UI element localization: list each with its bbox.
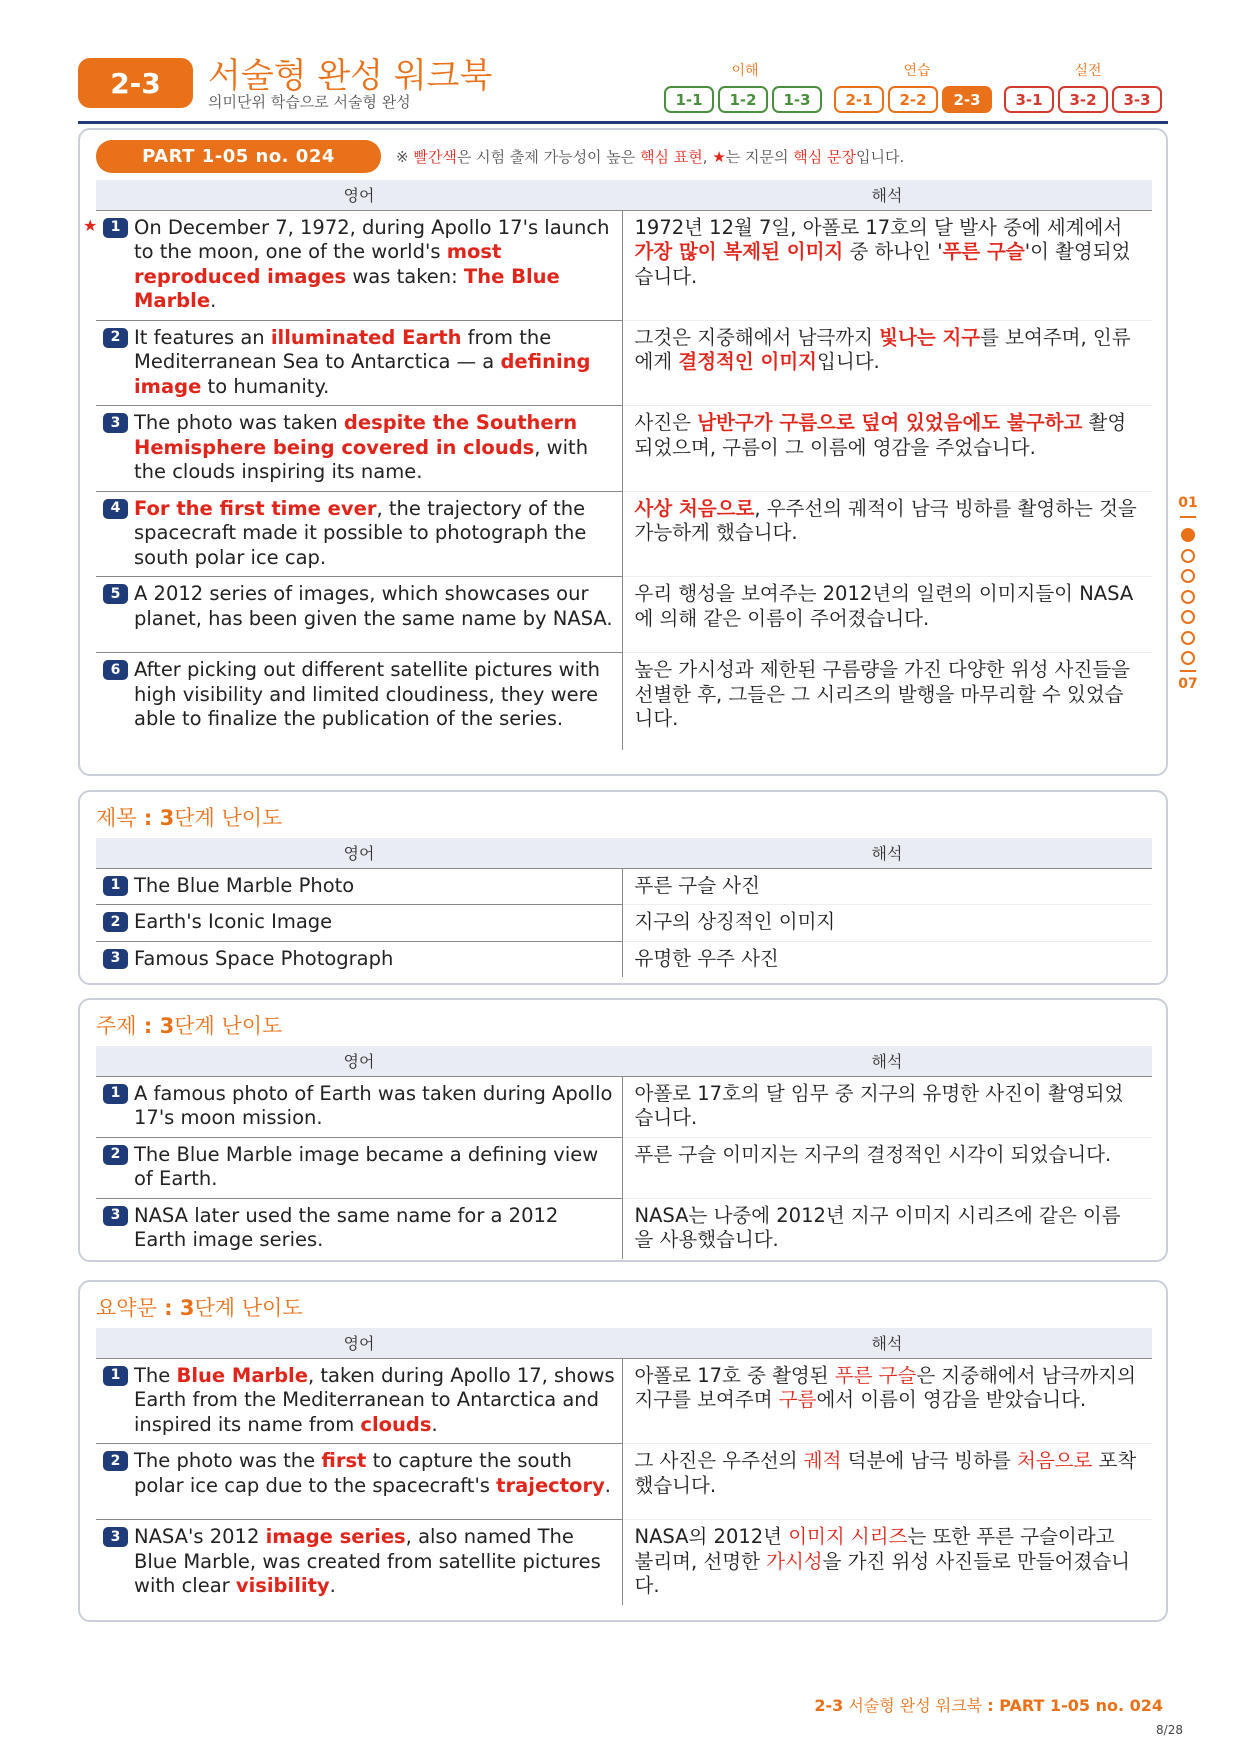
- english-cell: [96, 1520, 622, 1605]
- sentence-text: On December 7, 1972, during Apollo 17's launch to the moon, one of the world's: [134, 215, 610, 263]
- sentence-number-badge: 1: [103, 218, 128, 238]
- sentence-text: 에서 이름이 영감을 받았습니다.: [816, 1388, 1087, 1411]
- highlight-text: despite the Southern Hemisphere being covered in clouds: [134, 411, 578, 459]
- highlight-text: 빛나는 지구: [879, 325, 981, 349]
- korean-cell: [622, 406, 1152, 492]
- sentence-number-badge: 4: [103, 499, 128, 519]
- sentence-text: The photo was the: [134, 1449, 322, 1472]
- sentence-text: 를 보여주며, 인류에게: [634, 325, 1131, 373]
- english-cell: [96, 577, 622, 653]
- passage-rows: [83, 210, 1152, 750]
- column-header-english: 영어: [96, 838, 622, 868]
- notice-text-3: 는 지문의: [725, 148, 794, 166]
- table-row: [96, 941, 1152, 977]
- korean-cell: [622, 1520, 1152, 1605]
- sentence-text: , with the clouds inspiring its name.: [134, 435, 589, 483]
- stage-label-understand: 이해: [731, 63, 759, 79]
- sentence-text: The Blue Marble Photo: [134, 873, 355, 897]
- column-header-korean: 해석: [622, 1328, 1152, 1358]
- sentence-text: , the trajectory of the spacecraft made it possible to photograph the south polar ice cap.: [134, 496, 587, 569]
- highlight-text: visibility: [235, 1574, 330, 1597]
- sentence-text: .: [210, 289, 217, 312]
- translation-text: NASA는 나중에 2012년 지구 이미지 시리즈에 같은 이름을 사용했습니다.: [634, 1203, 1121, 1251]
- part-badge: PART 1-05 no. 024: [96, 140, 381, 173]
- sentence-text: was taken:: [346, 264, 464, 288]
- sentence-text: 는 또한 푸른 구슬이라고 불리며, 선명한: [634, 1525, 1115, 1573]
- stage-chip-2-1[interactable]: 2-1: [834, 86, 884, 113]
- notice-prefix: ※: [396, 148, 414, 166]
- english-cell: [96, 491, 622, 577]
- highlight-text: defining image: [134, 350, 591, 398]
- table-row: [96, 868, 1152, 905]
- star-icon: ★: [712, 148, 726, 166]
- korean-cell: [622, 210, 1152, 320]
- korean-cell: [622, 653, 1152, 750]
- sentence-text: Famous Space Photograph: [134, 946, 394, 970]
- section-separator: :: [136, 806, 160, 830]
- sentence-number-badge: 1: [103, 1084, 128, 1104]
- highlight-text: most reproduced images: [134, 240, 502, 288]
- side-nav-dot[interactable]: [1181, 610, 1195, 624]
- sentence-text: Earth's Iconic Image: [134, 910, 333, 933]
- sentence-text: The: [134, 1363, 177, 1387]
- sentence-text: 그 사진은 우주선의: [634, 1449, 804, 1472]
- highlight-text: 푸른 구슬: [942, 240, 1025, 263]
- column-header-english: 영어: [96, 1328, 622, 1358]
- sentence-number-badge: 2: [103, 912, 128, 932]
- sentence-text: '이 촬영되었습니다.: [634, 240, 1131, 288]
- footer-separator: :: [987, 1696, 1000, 1715]
- table-row: [96, 406, 1152, 492]
- summary-table: [96, 1328, 1152, 1605]
- table-row: [96, 577, 1152, 653]
- highlight-text: clouds: [360, 1412, 432, 1436]
- korean-cell: [622, 1198, 1152, 1259]
- english-cell: [96, 406, 622, 492]
- side-nav-dot[interactable]: [1181, 590, 1195, 604]
- translation-text: 유명한 우주 사진: [634, 946, 779, 970]
- highlight-text: For the first time ever: [134, 496, 377, 520]
- table-row: [96, 905, 1152, 942]
- sentence-text: 촬영되었으며, 구름이 그 이름에 영감을 주었습니다.: [634, 411, 1127, 459]
- highlight-text: The Blue Marble: [134, 264, 560, 312]
- sentence-text: , taken during Apollo 17, shows Earth from the Mediterranean to Antarctica and inspired its name from: [134, 1363, 615, 1436]
- sentence-number-badge: 3: [103, 413, 128, 433]
- korean-cell: [622, 1444, 1152, 1520]
- highlight-text: Blue Marble: [176, 1363, 308, 1387]
- sentence-text: to capture the south polar ice cap due to the spacecraft's: [134, 1449, 572, 1497]
- section-label: 제목: [96, 806, 137, 830]
- stage-chip-3-1[interactable]: 3-1: [1004, 86, 1054, 113]
- theme-table: [96, 1046, 1152, 1259]
- english-cell: [96, 941, 622, 977]
- notice-red-word: 빨간색: [413, 148, 457, 166]
- table-row: [96, 1444, 1152, 1520]
- highlight-text: 사상 처음으로: [634, 496, 755, 520]
- section-level: 3: [159, 806, 175, 830]
- sentence-text: 사진은: [634, 411, 698, 434]
- footer-code: 2-3: [814, 1696, 844, 1715]
- section-code-badge: 2-3: [78, 58, 193, 108]
- sentence-text: 우리 행성을 보여주는 2012년의 일련의 이미지들이 NASA에 의해 같은 이름이 주어졌습니다.: [634, 582, 1134, 630]
- notice-text-1: 은 시험 출제 가능성이 높은: [456, 148, 641, 166]
- side-nav-dot[interactable]: [1181, 631, 1195, 645]
- sentence-number-badge: 2: [103, 328, 128, 348]
- section-title-theme: [96, 1010, 282, 1040]
- stage-chip-1-3[interactable]: 1-3: [772, 86, 822, 113]
- sentence-text: 을 가진 위성 사진들로 만들어졌습니다.: [634, 1549, 1130, 1597]
- section-label: 주제: [96, 1014, 137, 1038]
- table-row: [96, 1198, 1152, 1259]
- table-row: [96, 1520, 1152, 1605]
- sentence-text: After picking out different satellite pictures with high visibility and limited cloudiness, they were able to finalize the publication of the series.: [134, 658, 601, 730]
- section-separator: :: [156, 1296, 180, 1320]
- sentence-text: 중 하나인 ': [843, 240, 943, 263]
- footer-workbook-title: 서술형 완성 워크북: [843, 1696, 988, 1715]
- header-divider: [78, 121, 1168, 124]
- sentence-text: .: [329, 1574, 336, 1597]
- english-cell: [96, 653, 622, 750]
- stage-chip-3-3[interactable]: 3-3: [1112, 86, 1162, 113]
- sentence-text: A famous photo of Earth was taken during Apollo 17's moon mission.: [134, 1081, 613, 1129]
- stage-chip-2-3[interactable]: 2-3: [942, 86, 992, 113]
- stage-chip-1-2[interactable]: 1-2: [718, 86, 768, 113]
- translation-text: 지구의 상징적인 이미지: [634, 910, 836, 933]
- document-title: 서술형 완성 워크북: [208, 56, 493, 96]
- translation-text: 푸른 구슬 사진: [634, 873, 760, 897]
- sentence-text: 덕분에 남극 빙하를: [841, 1449, 1017, 1472]
- english-cell: [96, 1444, 622, 1520]
- sentence-text: 1972년 12월 7일, 아폴로 17호의 달 발사 중에 세계에서: [634, 215, 1123, 239]
- table-row: [96, 1137, 1152, 1198]
- highlight-text: illuminated Earth: [270, 325, 462, 349]
- theme-card: [78, 998, 1168, 1262]
- english-cell: [96, 1358, 622, 1444]
- english-cell: [83, 210, 622, 320]
- translation-text: 아폴로 17호의 달 임무 중 지구의 유명한 사진이 촬영되었습니다.: [634, 1081, 1124, 1129]
- sentence-text: 높은 가시성과 제한된 구름량을 가진 다양한 위성 사진들을 선별한 후, 그들은 그 시리즈의 발행을 마무리할 수 있었습니다.: [634, 658, 1130, 730]
- sentence-text: The Blue Marble image became a defining view of Earth.: [134, 1142, 599, 1190]
- footer-title: [814, 1693, 1163, 1716]
- sentence-number-badge: 6: [103, 660, 128, 680]
- legend-notice: [396, 146, 904, 167]
- english-cell: [96, 905, 622, 942]
- korean-cell: [622, 868, 1152, 905]
- stage-chip-2-2[interactable]: 2-2: [888, 86, 938, 113]
- page-number: 8/28: [1156, 1723, 1183, 1737]
- sentence-number-badge: 2: [103, 1451, 128, 1471]
- sentence-number-badge: 1: [103, 1366, 128, 1386]
- korean-cell: [622, 905, 1152, 942]
- english-cell: [96, 1137, 622, 1198]
- theme-rows: [96, 1076, 1152, 1259]
- highlight-text: 처음으로: [1016, 1449, 1093, 1472]
- stage-label-real: 실전: [1074, 63, 1102, 79]
- title-card: [78, 790, 1168, 985]
- notice-text-2: ,: [702, 148, 713, 166]
- section-level: 3: [179, 1296, 195, 1320]
- korean-cell: [622, 1076, 1152, 1137]
- table-row: [96, 1076, 1152, 1137]
- side-nav-dot[interactable]: [1181, 569, 1195, 583]
- korean-cell: [622, 320, 1152, 406]
- key-sentence-star-icon: ★: [83, 215, 98, 235]
- title-table: [96, 838, 1152, 977]
- table-row: [96, 491, 1152, 577]
- summary-card: [78, 1280, 1168, 1622]
- column-header-korean: 해석: [622, 838, 1152, 868]
- sentence-text: It features an: [134, 325, 271, 349]
- sentence-text: .: [604, 1473, 611, 1497]
- korean-cell: [622, 577, 1152, 653]
- highlight-text: first: [321, 1449, 367, 1472]
- side-nav-dot[interactable]: [1181, 651, 1195, 665]
- sentence-text: NASA's 2012: [134, 1525, 266, 1548]
- sentence-text: NASA의 2012년: [634, 1525, 789, 1548]
- column-header-english: 영어: [96, 180, 622, 210]
- column-header-korean: 해석: [622, 1046, 1152, 1076]
- side-nav-divider-top: [1180, 516, 1196, 518]
- highlight-text: 궤적: [803, 1449, 842, 1472]
- side-nav-dot[interactable]: [1181, 549, 1195, 563]
- sentence-text: A 2012 series of images, which showcases our planet, has been given the same name by NASA.: [134, 582, 613, 630]
- sentence-text: 은 지중해에서 남극까지의 지구를 보여주며: [634, 1363, 1136, 1411]
- side-nav-first[interactable]: 01: [1178, 495, 1198, 511]
- table-row: [96, 210, 1152, 320]
- korean-cell: [622, 491, 1152, 577]
- highlight-text: 가장 많이 복제된 이미지: [634, 240, 844, 263]
- column-header-english: 영어: [96, 1046, 622, 1076]
- footer-part: PART 1-05 no. 024: [999, 1696, 1163, 1715]
- english-cell: [96, 1076, 622, 1137]
- sentence-text: .: [431, 1412, 438, 1436]
- korean-cell: [622, 941, 1152, 977]
- sentence-text: , 우주선의 궤적이 남극 빙하를 촬영하는 것을 가능하게 했습니다.: [634, 496, 1137, 544]
- sentence-text: 그것은 지중해에서 남극까지: [634, 325, 880, 349]
- highlight-text: image series: [265, 1525, 406, 1548]
- sentence-number-badge: 2: [103, 1145, 128, 1165]
- english-cell: [96, 320, 622, 406]
- column-header-korean: 해석: [622, 180, 1152, 210]
- sentence-number-badge: 3: [103, 1527, 128, 1547]
- side-nav-last[interactable]: 07: [1178, 676, 1198, 692]
- stage-label-practice: 연습: [903, 63, 931, 79]
- section-title-topic: [96, 802, 282, 832]
- stage-chip-3-2[interactable]: 3-2: [1058, 86, 1108, 113]
- sentence-text: 포착했습니다.: [634, 1449, 1137, 1497]
- english-cell: [96, 868, 622, 905]
- notice-key-sentence: 핵심 문장: [793, 148, 857, 166]
- section-level-suffix: 단계 난이도: [174, 806, 283, 830]
- sentence-number-badge: 1: [103, 876, 128, 896]
- sentence-text: The photo was taken: [134, 411, 344, 434]
- sentence-text: 아폴로 17호 중 촬영된: [634, 1363, 835, 1387]
- highlight-text: 가시성: [766, 1549, 823, 1573]
- highlight-text: trajectory: [496, 1473, 605, 1497]
- document-subtitle: 의미단위 학습으로 서술형 완성: [208, 93, 411, 111]
- sentence-number-badge: 3: [103, 1206, 128, 1226]
- section-level-suffix: 단계 난이도: [174, 1014, 283, 1038]
- sentence-text: NASA later used the same name for a 2012 Earth image series.: [134, 1203, 559, 1251]
- passage-table: [83, 180, 1152, 750]
- side-nav-dot[interactable]: [1181, 528, 1195, 542]
- highlight-text: 구름: [778, 1388, 817, 1411]
- title-rows: [96, 868, 1152, 977]
- table-row: [96, 653, 1152, 750]
- highlight-text: 남반구가 구름으로 덮여 있었음에도 불구하고: [697, 411, 1083, 434]
- english-cell: [96, 1198, 622, 1259]
- notice-suffix: 입니다.: [856, 148, 905, 166]
- korean-cell: [622, 1137, 1152, 1198]
- highlight-text: 푸른 구슬: [834, 1363, 917, 1387]
- notice-key-expression: 핵심 표현: [640, 148, 703, 166]
- korean-cell: [622, 1358, 1152, 1444]
- sentence-text: from the Mediterranean Sea to Antarctica — a: [134, 325, 552, 373]
- sentence-number-badge: 5: [103, 584, 128, 604]
- sentence-text: , also named The Blue Marble, was created from satellite pictures with clear: [134, 1525, 601, 1597]
- highlight-text: 결정적인 이미지: [678, 350, 818, 373]
- highlight-text: 이미지 시리즈: [788, 1525, 908, 1548]
- sentence-number-badge: 3: [103, 949, 128, 969]
- side-nav-divider-bottom: [1180, 670, 1196, 672]
- table-row: [96, 320, 1152, 406]
- translation-text: 푸른 구슬 이미지는 지구의 결정적인 시각이 되었습니다.: [634, 1142, 1112, 1166]
- section-separator: :: [136, 1014, 160, 1038]
- sentence-text: to humanity.: [201, 374, 330, 398]
- sentence-text: 입니다.: [817, 350, 880, 373]
- section-level: 3: [159, 1014, 175, 1038]
- stage-chip-1-1[interactable]: 1-1: [664, 86, 714, 113]
- section-label: 요약문: [96, 1296, 157, 1320]
- section-title-summary: [96, 1292, 303, 1322]
- section-level-suffix: 단계 난이도: [194, 1296, 303, 1320]
- summary-rows: [96, 1358, 1152, 1605]
- table-row: [96, 1358, 1152, 1444]
- passage-card: [78, 128, 1168, 776]
